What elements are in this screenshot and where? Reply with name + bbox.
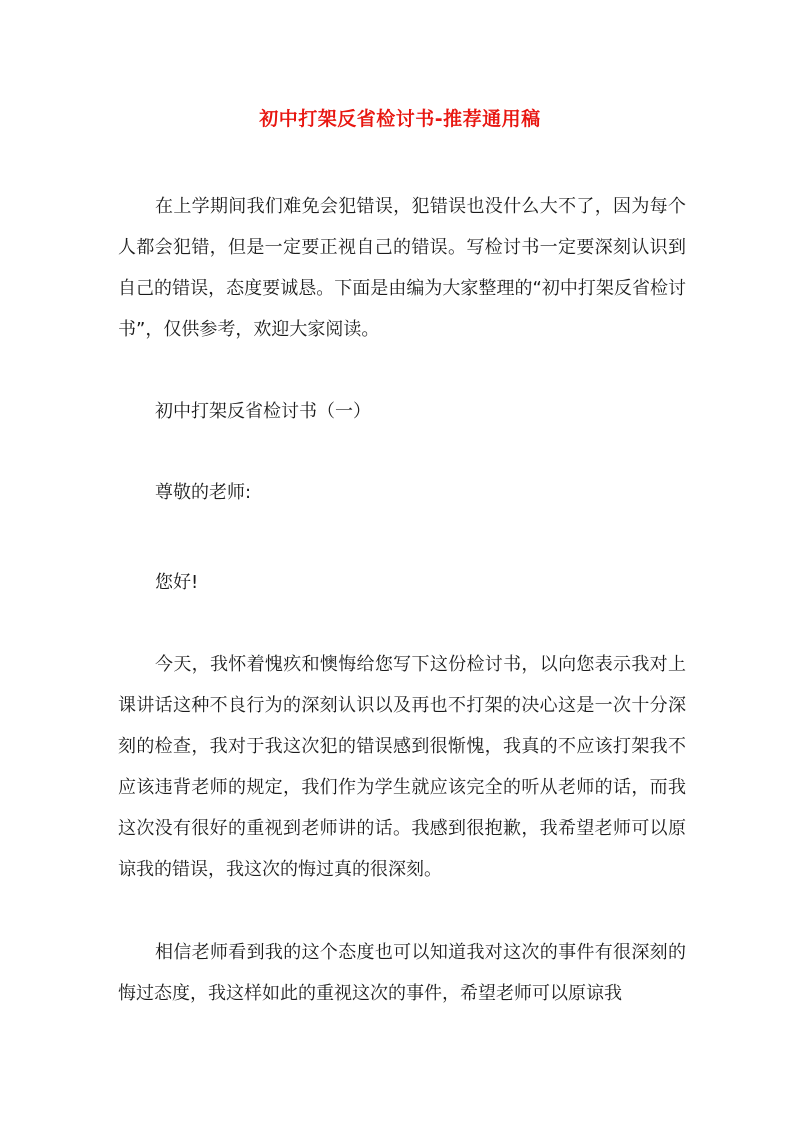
intro-paragraph: 在上学期间我们难免会犯错误，犯错误也没什么大不了，因为每个人都会犯错，但是一定要正视自己的错误。写检讨书一定要深刻认识到自己的错误，态度要诚恳。下面是由编为大家整理的“初中打架反省检讨书”，仅供参考，欢迎大家阅读。 [118,196,686,340]
salutation: 尊敬的老师: [155,482,252,503]
body-paragraph-1: 今天，我怀着愧疚和懊悔给您写下这份检讨书，以向您表示我对上课讲话这种不良行为的深刻认识以及再也不打架的决心这是一次十分深刻的检查，我对于我这次犯的错误感到很惭愧，我真的不应该打架我不应该违背老师的规定，我们作为学生就应该完全的听从老师的话，而我这次没有很好的重视到老师讲的话。我感到很抱歉，我希望老师可以原谅我的错误，我这次的悔过真的很深刻。 [118,654,686,880]
body-paragraph-2: 相信老师看到我的这个态度也可以知道我对这次的事件有很深刻的悔过态度，我这样如此的重视这次的事件，希望老师可以原谅我 [118,942,686,1004]
greeting: 您好! [155,572,199,593]
section-heading: 初中打架反省检讨书（一） [155,401,371,422]
document-title: 初中打架反省检讨书-推荐通用稿 [259,108,541,130]
